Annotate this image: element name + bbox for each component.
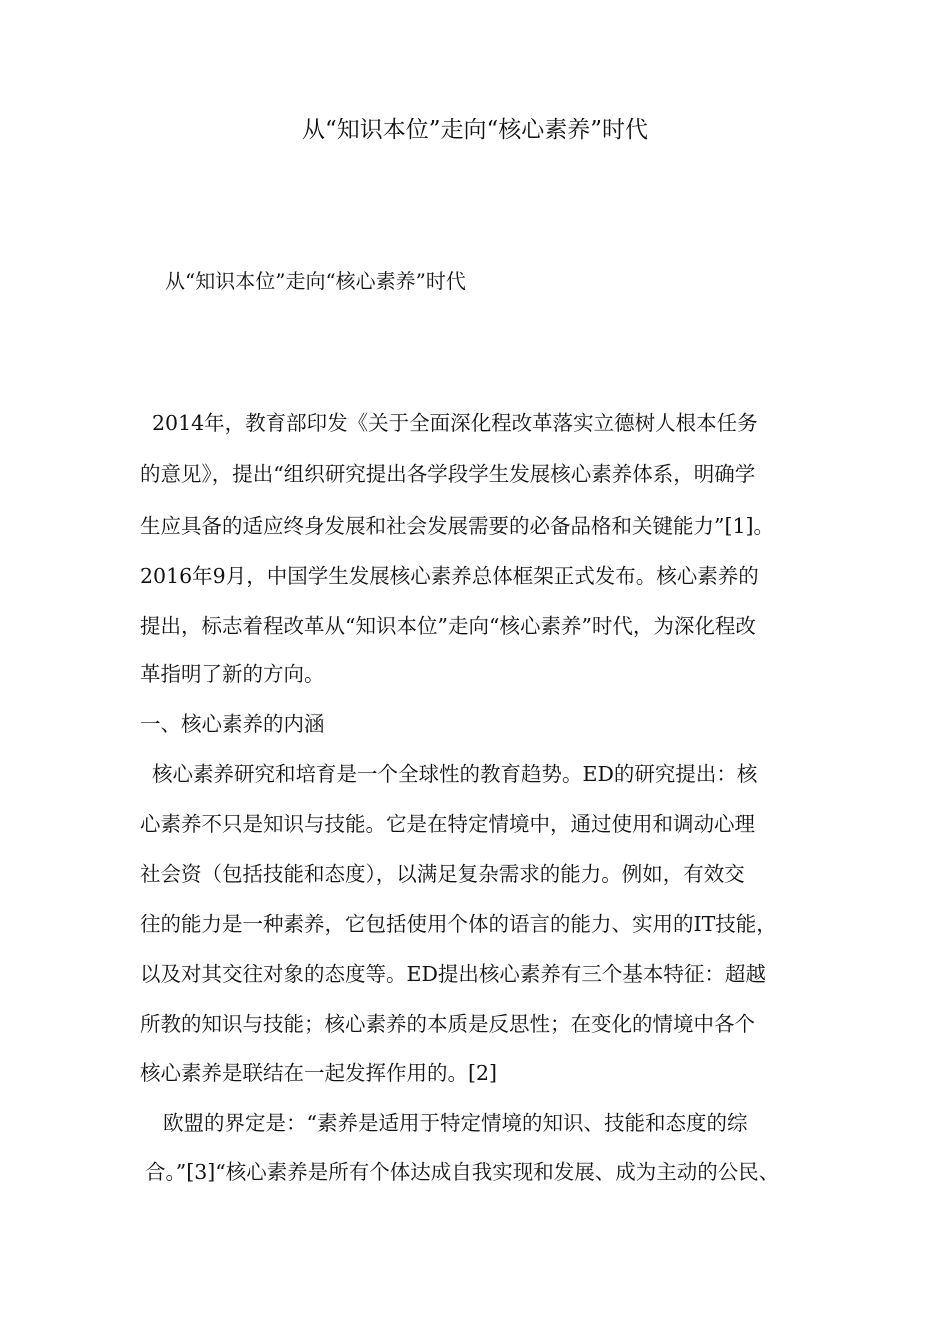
paragraph-line: 提出，标志着程改革从“知识本位”走向“核心素养”时代，为深化程改 — [140, 614, 756, 638]
paragraph-line: 合。”[3]“核心素养是所有个体达成自我实现和发展、成为主动的公民、 — [145, 1160, 780, 1184]
paragraph-line: 往的能力是一种素养，它包括使用个体的语言的能力、实用的IT技能， — [140, 912, 777, 936]
document-subtitle: 从“知识本位”走向“核心素养”时代 — [165, 269, 466, 293]
paragraph-line: 革指明了新的方向。 — [140, 662, 325, 686]
paragraph-line: 心素养不只是知识与技能。它是在特定情境中，通过使用和调动心理 — [140, 812, 755, 836]
paragraph-line: 以及对其交往对象的态度等。ED提出核心素养有三个基本特征：超越 — [140, 962, 766, 986]
paragraph-line: 核心素养是联结在一起发挥作用的。[2] — [140, 1061, 498, 1085]
paragraph-line: 生应具备的适应终身发展和社会发展需要的必备品格和关键能力”[1]。 — [140, 514, 775, 538]
paragraph-line: 欧盟的界定是：“素养是适用于特定情境的知识、技能和态度的综 — [163, 1111, 748, 1135]
paragraph-line: 核心素养研究和培育是一个全球性的教育趋势。ED的研究提出：核 — [152, 762, 758, 786]
paragraph-line: 2014年，教育部印发《关于全面深化程改革落实立德树人根本任务 — [152, 411, 758, 435]
paragraph-line: 的意见》，提出“组织研究提出各学段学生发展核心素养体系，明确学 — [140, 462, 756, 486]
paragraph-line: 所教的知识与技能；核心素养的本质是反思性；在变化的情境中各个 — [140, 1012, 755, 1036]
paragraph-line: 2016年9月，中国学生发展核心素养总体框架正式发布。核心素养的 — [140, 564, 759, 588]
paragraph-line: 社会资（包括技能和态度），以满足复杂需求的能力。例如，有效交 — [140, 862, 745, 886]
document-title: 从“知识本位”走向“核心素养”时代 — [301, 117, 649, 143]
section-heading: 一、核心素养的内涵 — [140, 712, 325, 736]
